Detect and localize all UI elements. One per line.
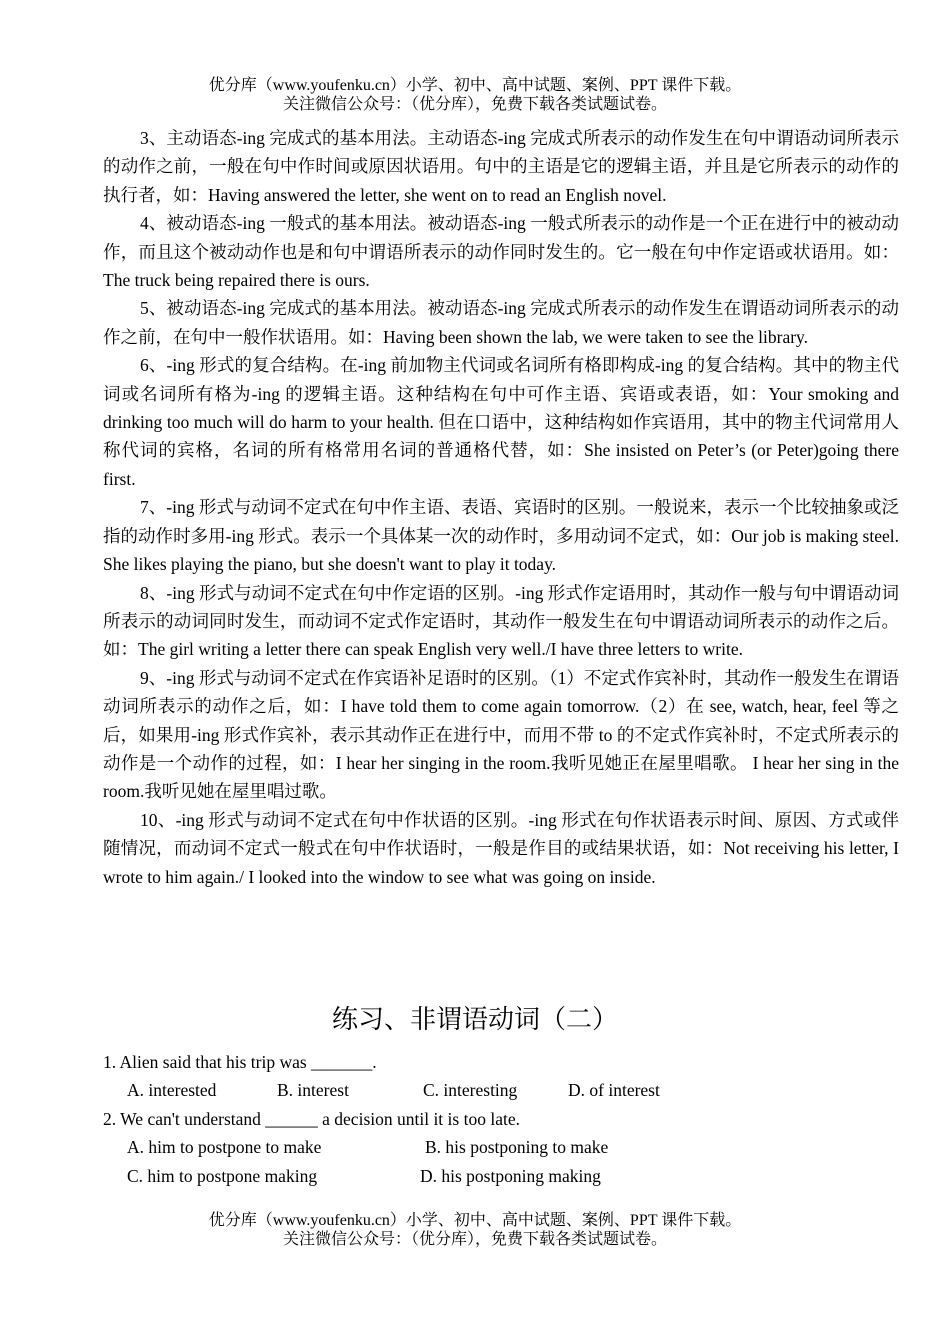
paragraph: 4、被动语态-ing 一般式的基本用法。被动语态-ing 一般式所表示的动作是一个正在进行中的被动动作，而且这个被动动作也是和句中谓语所表示的动作同时发生的。它一般在句中作定语或状语用。如：The truck being repaired there is ours.: [103, 213, 899, 291]
option-a: A. him to postpone to make: [127, 1137, 322, 1158]
paragraph: 9、-ing 形式与动词不定式在作宾语补足语时的区别。（1）不定式作宾补时，其动作一般发生在谓语动词所表示的动作之后，如：I have told them to come again tomorrow.（2）在 see, watch, hear, feel 等之后，如果用-ing 形式作宾补，表示其动作正在进行中，而用不带 to 的不定式作宾补时，不定式所表示的动作是一个动作的过程，如：I hear her singing in the room.我听见她正在屋里唱歌。 I hear her sing in the room.我听见她在屋里唱过歌。: [103, 667, 899, 802]
question-options: [103, 1076, 899, 1104]
question-stem: 2. We can't understand ______ a decision until it is too late.: [103, 1108, 520, 1129]
option-c: C. him to postpone making: [127, 1165, 318, 1186]
header-line-2: 关注微信公众号：（优分库），免费下载各类试题试卷。: [282, 96, 667, 113]
option-b: B. his postponing to make: [425, 1137, 609, 1158]
paragraph: 3、主动语态-ing 完成式的基本用法。主动语态-ing 完成式所表示的动作发生在句中谓语动词所表示的动作之前，一般在句中作时间或原因状语用。句中的主语是它的逻辑主语，并且是它所表示的动作的执行者，如：Having answered the letter, she went on to read an English novel.: [103, 128, 899, 205]
question-options: [103, 1133, 899, 1161]
paragraph: 10、-ing 形式与动词不定式在句中作状语的区别。-ing 形式在句作状语表示时间、原因、方式或伴随情况，而动词不定式一般式在句中作状语时，一般是作目的或结果状语，如：Not receiving his letter, I wrote to him again./ I looked into the window to see what was going on inside.: [103, 809, 899, 887]
header-banner: [0, 76, 950, 114]
paragraph: 8、-ing 形式与动词不定式在句中作定语的区别。-ing 形式作定语用时，其动作一般与句中谓语动词所表示的动词同时发生，而动词不定式作定语时，其动作一般发生在句中谓语动词所表示的动作之后。如：The girl writing a letter there can speak English very well./I have three letters to write.: [103, 582, 899, 660]
footer-banner: [0, 1211, 950, 1249]
option-b: B. interest: [277, 1080, 349, 1101]
footer-line-2: 关注微信公众号：（优分库），免费下载各类试题试卷。: [282, 1231, 667, 1248]
paragraph: 7、-ing 形式与动词不定式在句中作主语、表语、宾语时的区别。一般说来，表示一个比较抽象或泛指的动作时多用-ing 形式。表示一个具体某一次的动作时，多用动词不定式，如：Our job is making steel. She likes playing the piano, but she doesn't want to play it today.: [103, 497, 899, 575]
header-line-1: 优分库（www.youfenku.cn）小学、初中、高中试题、案例、PPT 课件下载。: [208, 77, 742, 94]
exercise-title: 练习、非谓语动词（二）: [331, 1005, 618, 1035]
question-stem: 1. Alien said that his trip was _______.: [103, 1052, 377, 1072]
option-c: C. interesting: [423, 1080, 518, 1101]
footer-line-1: 优分库（www.youfenku.cn）小学、初中、高中试题、案例、PPT 课件下载。: [208, 1212, 742, 1229]
option-d: D. his postponing making: [420, 1165, 601, 1186]
question-options: [103, 1162, 899, 1190]
option-d: D. of interest: [568, 1080, 660, 1101]
option-a: A. interested: [127, 1080, 217, 1101]
paragraph: 5、被动语态-ing 完成式的基本用法。被动语态-ing 完成式所表示的动作发生在谓语动词所表示的动作之前，在句中一般作状语用。如：Having been shown the lab, we were taken to see the library.: [103, 298, 899, 347]
grammar-notes: [103, 124, 899, 891]
paragraph: 6、-ing 形式的复合结构。在-ing 前加物主代词或名词所有格即构成-ing 的复合结构。其中的物主代词或名词所有格为-ing 的逻辑主语。这种结构在句中可作主语、宾语或表语，如：Your smoking and drinking too much will do harm to your health. 但在口语中，这种结构如作宾语用，其中的物主代词常用人称代词的宾格，名词的所有格常用名词的普通格代替，如：She insisted on Peter’s (or Peter)going there first.: [103, 355, 899, 489]
exercise-questions: [103, 1048, 899, 1190]
